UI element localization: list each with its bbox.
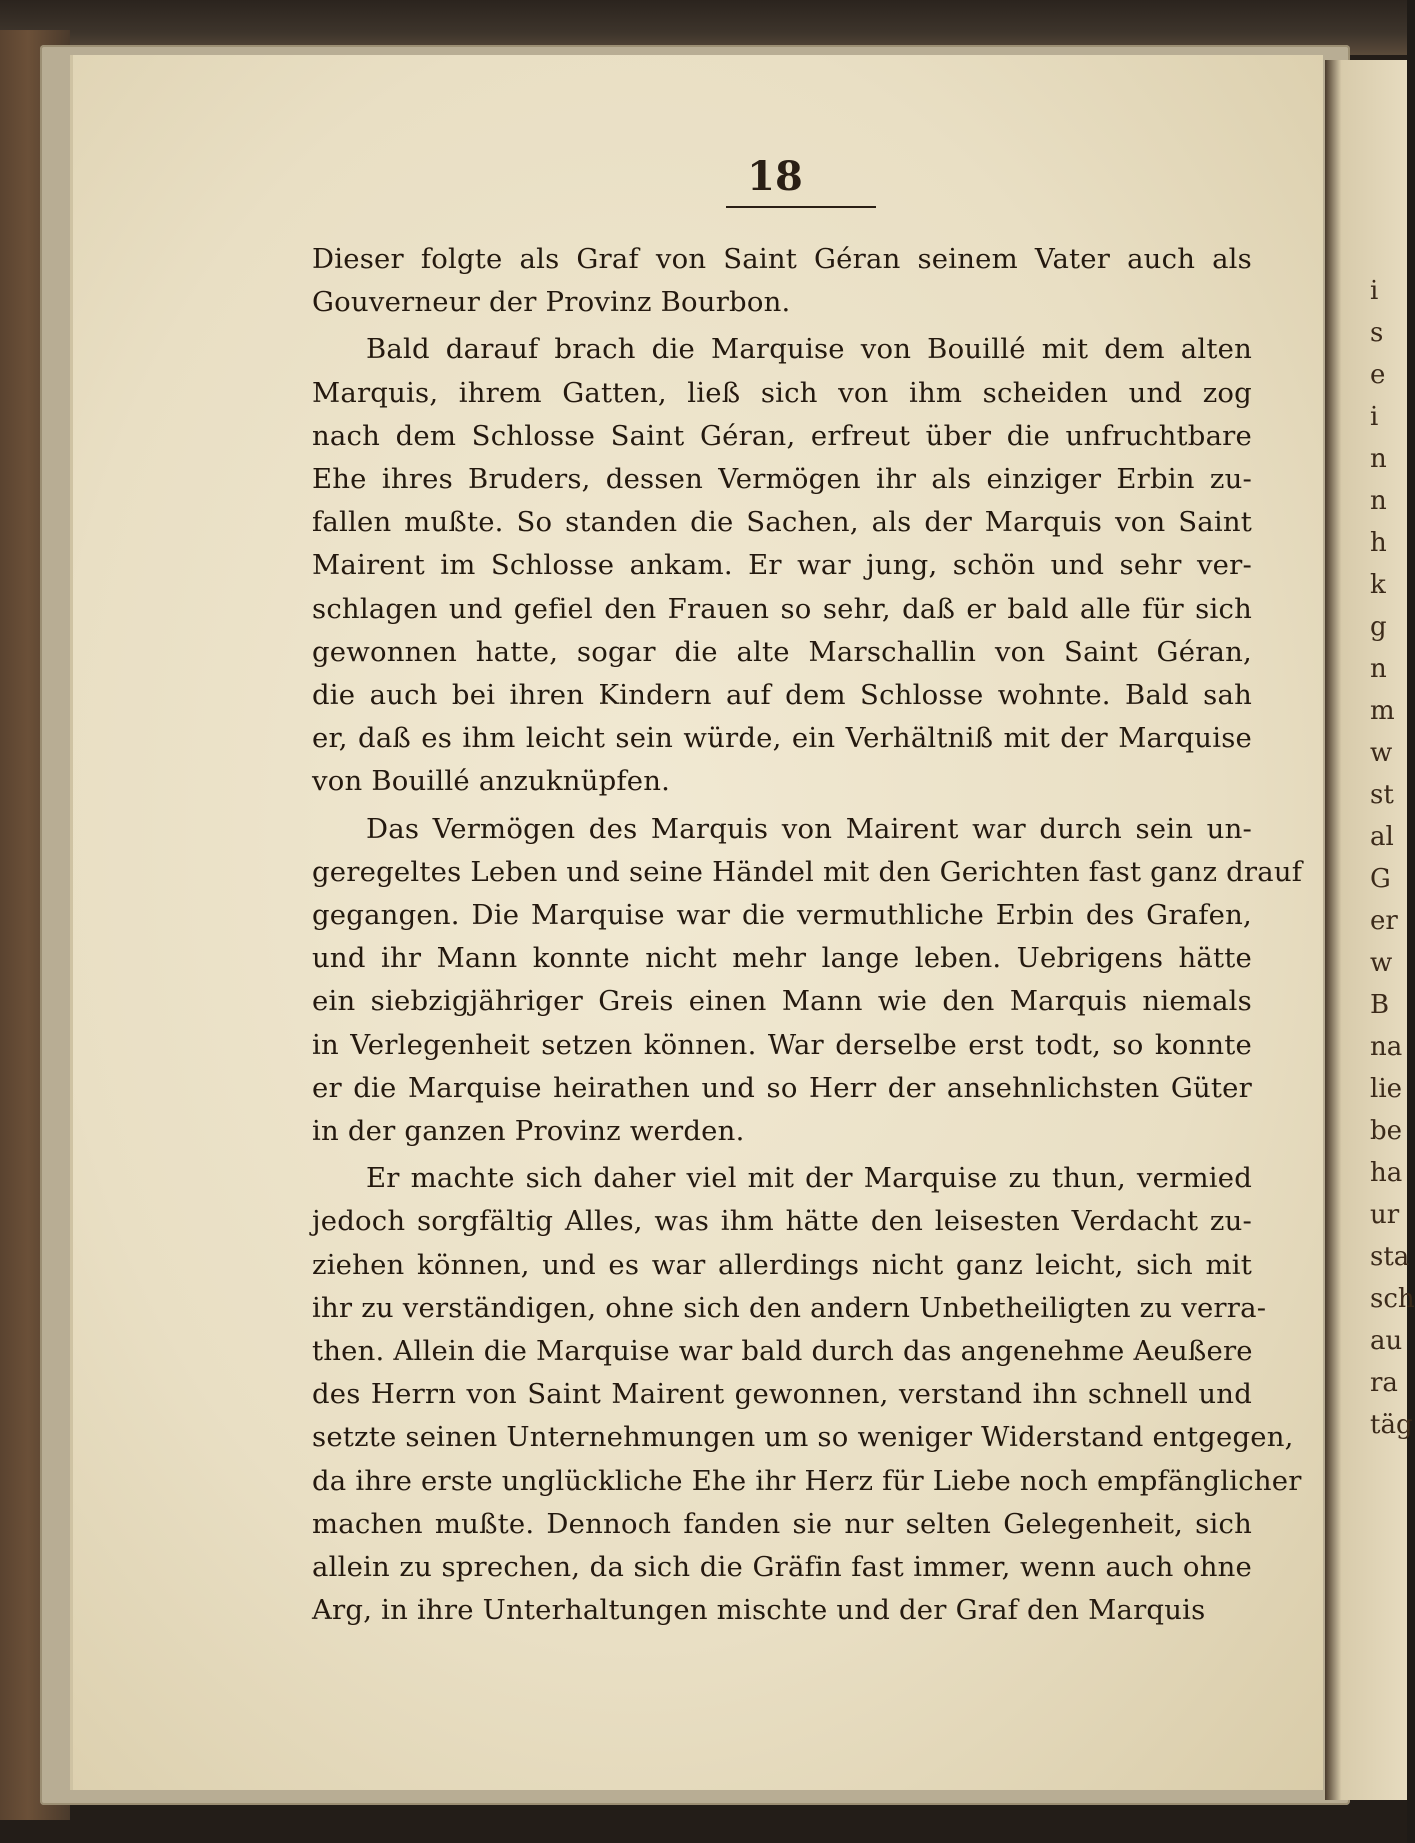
- text-line: machen mußte. Dennoch fanden sie nur selten Gelegenheit, sich: [312, 1507, 1252, 1540]
- text-line: des Herrn von Saint Mairent gewonnen, verstand ihn schnell und: [312, 1378, 1252, 1411]
- text-line: Dieser folgte als Graf von Saint Géran seinem Vater auch als: [312, 243, 1252, 275]
- facing-page-fragment: h: [1370, 528, 1387, 558]
- text-line: ziehen können, und es war allerdings nicht ganz leicht, sich mit: [312, 1248, 1252, 1281]
- text-line: then. Allein die Marquise war bald durch das angenehme Aeußere: [312, 1335, 1253, 1368]
- text-line: er, daß es ihm leicht sein würde, ein Verhältniß mit der Marquise: [312, 722, 1252, 755]
- facing-page-fragment: B: [1370, 990, 1390, 1020]
- page-number-rule: [726, 206, 876, 208]
- facing-page-fragment: er: [1370, 906, 1398, 936]
- text-line: jedoch sorgfältig Alles, was ihm hätte den leisesten Verdacht zu-: [312, 1205, 1252, 1238]
- text-line: Mairent im Schlosse ankam. Er war jung, schön und sehr ver-: [312, 549, 1252, 582]
- text-line: Er machte sich daher viel mit der Marquise zu thun, vermied: [366, 1162, 1252, 1195]
- text-line: und ihr Mann konnte nicht mehr lange leben. Uebrigens hätte: [312, 942, 1252, 975]
- facing-page-fragment: n: [1370, 654, 1387, 684]
- facing-page-fragment: G: [1370, 864, 1391, 894]
- text-line: Marquis, ihrem Gatten, ließ sich von ihm scheiden und zog: [312, 376, 1252, 409]
- facing-page-fragment: w: [1370, 738, 1393, 768]
- facing-page-fragment: ra: [1370, 1368, 1398, 1398]
- text-line: schlagen und gefiel den Frauen so sehr, daß er bald alle für sich: [312, 592, 1252, 625]
- text-line: Bald darauf brach die Marquise von Bouillé mit dem alten: [366, 333, 1252, 366]
- text-line: allein zu sprechen, da sich die Gräfin fast immer, wenn auch ohne: [312, 1551, 1252, 1584]
- text-line: nach dem Schlosse Saint Géran, erfreut über die unfruchtbare: [312, 419, 1252, 452]
- facing-page-fragment: be: [1370, 1116, 1403, 1146]
- text-line: Das Vermögen des Marquis von Mairent war durch sein un-: [366, 812, 1252, 845]
- text-line: in der ganzen Provinz werden.: [312, 1115, 745, 1148]
- text-line: Ehe ihres Bruders, dessen Vermögen ihr als einziger Erbin zu-: [312, 463, 1252, 496]
- text-line: geregeltes Leben und seine Händel mit den Gerichten fast ganz drauf: [312, 855, 1303, 888]
- facing-page-fragment: sch: [1370, 1284, 1415, 1314]
- facing-page-text-fragments: [1370, 270, 1415, 1446]
- facing-page-fragment: g: [1370, 612, 1387, 642]
- facing-page-fragment: k: [1370, 570, 1386, 600]
- text-line: ein siebzigjähriger Greis einen Mann wie den Marquis niemals: [312, 985, 1252, 1018]
- facing-page-fragment: na: [1370, 1032, 1403, 1062]
- text-line: ihr zu verständigen, ohne sich den andern Unbetheiligten zu verra-: [312, 1291, 1267, 1324]
- body-text: [312, 238, 1303, 1633]
- facing-page-fragment: sta: [1370, 1242, 1410, 1272]
- facing-page-fragment: m: [1370, 696, 1395, 726]
- text-line: setzte seinen Unternehmungen um so weniger Widerstand entgegen,: [312, 1421, 1294, 1454]
- facing-page-fragment: n: [1370, 486, 1387, 516]
- facing-page-fragment: ur: [1370, 1200, 1400, 1230]
- facing-page-fragment: w: [1370, 948, 1393, 978]
- facing-page-fragment: i: [1370, 402, 1379, 432]
- facing-page-fragment: e: [1370, 360, 1386, 390]
- text-line: Arg, in ihre Unterhaltungen mischte und der Graf den Marquis: [312, 1594, 1206, 1627]
- text-line: Gouverneur der Provinz Bourbon.: [312, 286, 791, 319]
- page-number: 18: [747, 153, 803, 200]
- text-line: er die Marquise heirathen und so Herr der ansehnlichsten Güter: [312, 1071, 1252, 1104]
- text-line: in Verlegenheit setzen können. War derselbe erst todt, so konnte: [312, 1028, 1252, 1061]
- facing-page-fragment: i: [1370, 276, 1379, 306]
- facing-page-fragment: s: [1370, 318, 1384, 348]
- facing-page-fragment: n: [1370, 444, 1387, 474]
- text-line: gegangen. Die Marquise war die vermuthliche Erbin des Grafen,: [312, 899, 1252, 932]
- facing-page-fragment: täg: [1370, 1410, 1413, 1440]
- facing-page-fragment: al: [1370, 822, 1394, 852]
- facing-page-fragment: lie: [1370, 1074, 1403, 1104]
- facing-page-fragment: ha: [1370, 1158, 1403, 1188]
- text-line: von Bouillé anzuknüpfen.: [312, 765, 671, 798]
- text-line: da ihre erste unglückliche Ehe ihr Herz für Liebe noch empfänglicher: [312, 1464, 1302, 1497]
- text-line: fallen mußte. So standen die Sachen, als der Marquis von Saint: [312, 506, 1252, 539]
- facing-page-fragment: st: [1370, 780, 1394, 810]
- text-line: gewonnen hatte, sogar die alte Marschallin von Saint Géran,: [312, 635, 1252, 668]
- facing-page-fragment: au: [1370, 1326, 1403, 1356]
- text-line: die auch bei ihren Kindern auf dem Schlosse wohnte. Bald sah: [312, 679, 1252, 712]
